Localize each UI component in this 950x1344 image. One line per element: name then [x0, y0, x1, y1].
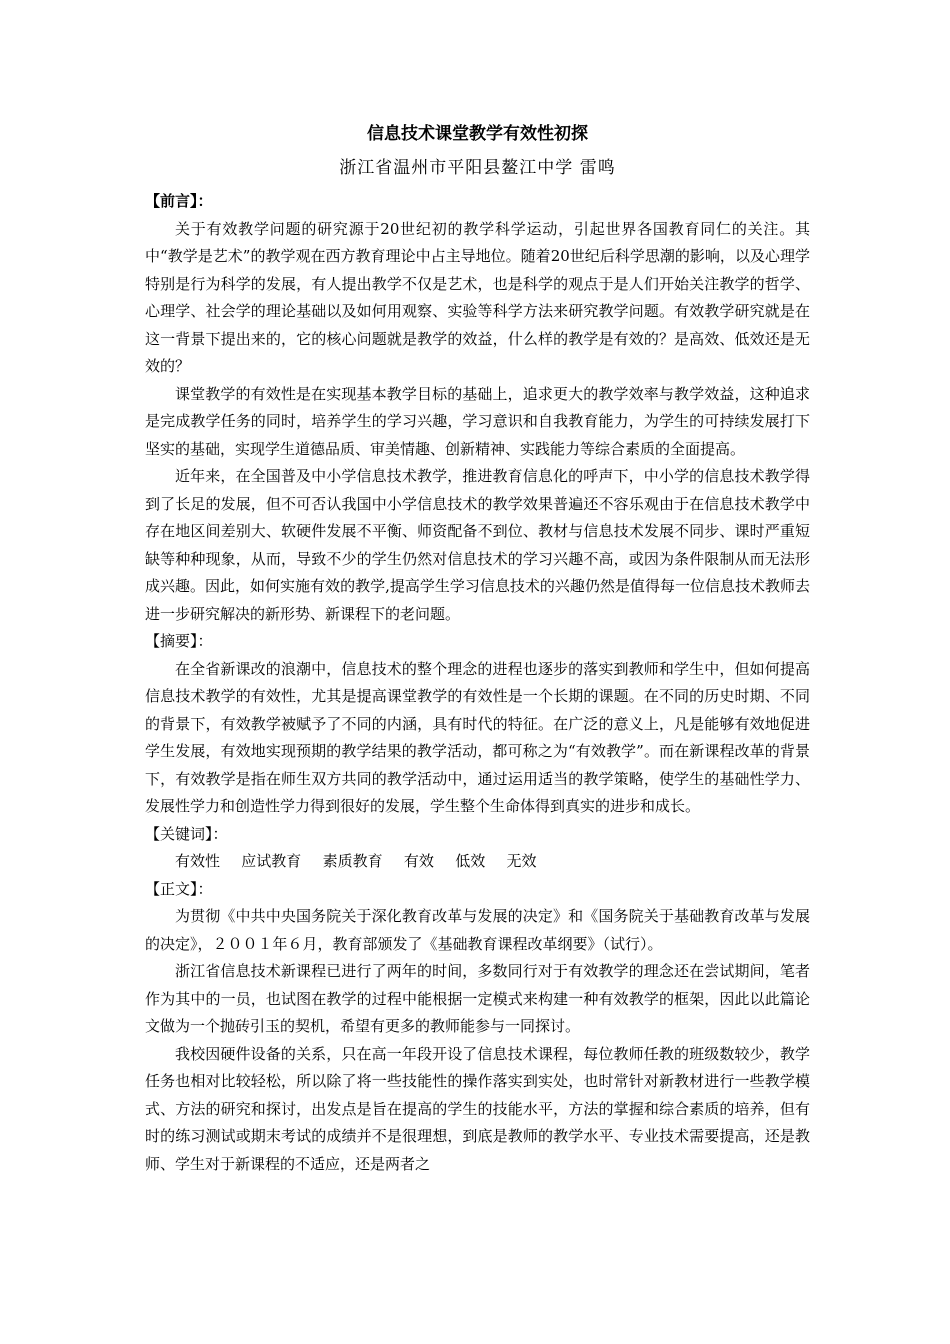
body-paragraph-3: 我校因硬件设备的关系，只在高一年段开设了信息技术课程，每位教师任教的班级数较少，教学任务也相对比较轻松，所以除了将一些技能性的操作落实到实处，也时常针对新教材进行一些教学模式、方法的研究和探讨，出发点是旨在提高的学生的技能水平，方法的掌握和综合素质的培养，但有时的练习测试或期末考试的成绩并不是很理想，到底是教师的教学水平、专业技术需要提高，还是教师、学生对于新课程的不适应，还是两者之 [145, 1044, 810, 1173]
keyword-item: 素质教育 [322, 852, 383, 870]
preface-paragraph-3: 近年来，在全国普及中小学信息技术教学，推进教育信息化的呼声下，中小学的信息技术教学得到了长足的发展，但不可否认我国中小学信息技术的教学效果普遍还不容乐观由于在信息技术教学中存在地区间差别大、软硬件发展不平衡、师资配备不到位、教材与信息技术发展不同步、课时严重短缺等种种现象，从而，导致不少的学生仍然对信息技术的学习兴趣不高，或因为条件限制从而无法形成兴趣。因此，如何实施有效的教学,提高学生学习信息技术的兴趣仍然是值得每一位信息技术教师去进一步研究解决的新形势、新课程下的老问题。 [145, 467, 810, 623]
body-paragraph-2: 浙江省信息技术新课程已进行了两年的时间，多数同行对于有效教学的理念还在尝试期间，笔者作为其中的一员，也试图在教学的过程中能根据一定模式来构建一种有效教学的框架，因此以此篇论文做为一个抛砖引玉的契机，希望有更多的教师能参与一同探讨。 [145, 962, 810, 1035]
preface-paragraph-1: 关于有效教学问题的研究源于20世纪初的教学科学运动，引起世界各国教育同仁的关注。其中“教学是艺术”的教学观在西方教育理论中占主导地位。随着20世纪后科学思潮的影响，以及心理学特别是行为科学的发展，有人提出教学不仅是艺术，也是科学的观点于是人们开始关注教学的哲学、心理学、社会学的理论基础以及如何用观察、实验等科学方法来研究教学问题。有效教学研究就是在这一背景下提出来的，它的核心问题就是教学的效益，什么样的教学是有效的？是高效、低效还是无效的？ [145, 219, 810, 375]
keywords-heading: 【关键词】： [145, 824, 228, 843]
keyword-item: 低效 [455, 852, 486, 870]
keyword-item: 无效 [506, 852, 537, 870]
document-title: 信息技术课堂教学有效性初探 [367, 124, 588, 144]
keyword-item: 有效性 [175, 852, 221, 870]
body-heading: 【正文】： [145, 879, 213, 898]
keywords-list [145, 848, 810, 876]
preface-paragraph-2: 课堂教学的有效性是在实现基本教学目标的基础上，追求更大的教学效率与教学效益，这种追求是完成教学任务的同时，培养学生的学习兴趣，学习意识和自我教育能力，为学生的可持续发展打下坚实的基础，实现学生道德品质、审美情趣、创新精神、实践能力等综合素质的全面提高。 [145, 384, 810, 458]
keyword-item: 应试教育 [241, 852, 302, 870]
preface-heading: 【前言】： [145, 192, 213, 210]
abstract-heading: 【摘要】： [145, 632, 213, 650]
document-author: 浙江省温州市平阳县鳌江中学 雷鸣 [339, 158, 616, 178]
document-page [145, 112, 810, 1178]
abstract-paragraph-1: 在全省新课改的浪潮中，信息技术的整个理念的进程也逐步的落实到教师和学生中，但如何提高信息技术教学的有效性，尤其是提高课堂教学的有效性是一个长期的课题。在不同的历史时期、不同的背景下，有效教学被赋予了不同的内涵，具有时代的特征。在广泛的意义上，凡是能够有效地促进学生发展，有效地实现预期的教学结果的教学活动，都可称之为“有效教学”。而在新课程改革的背景下，有效教学是指在师生双方共同的教学活动中，通过运用适当的教学策略，使学生的基础性学力、发展性学力和创造性学力得到很好的发展，学生整个生命体得到真实的进步和成长。 [145, 659, 810, 815]
body-paragraph-1: 为贯彻《中共中央国务院关于深化教育改革与发展的决定》和《国务院关于基础教育改革与发展的决定》，２００１年６月，教育部颁发了《基础教育课程改革纲要》（试行）。 [145, 907, 810, 953]
keyword-item: 有效 [403, 852, 434, 870]
